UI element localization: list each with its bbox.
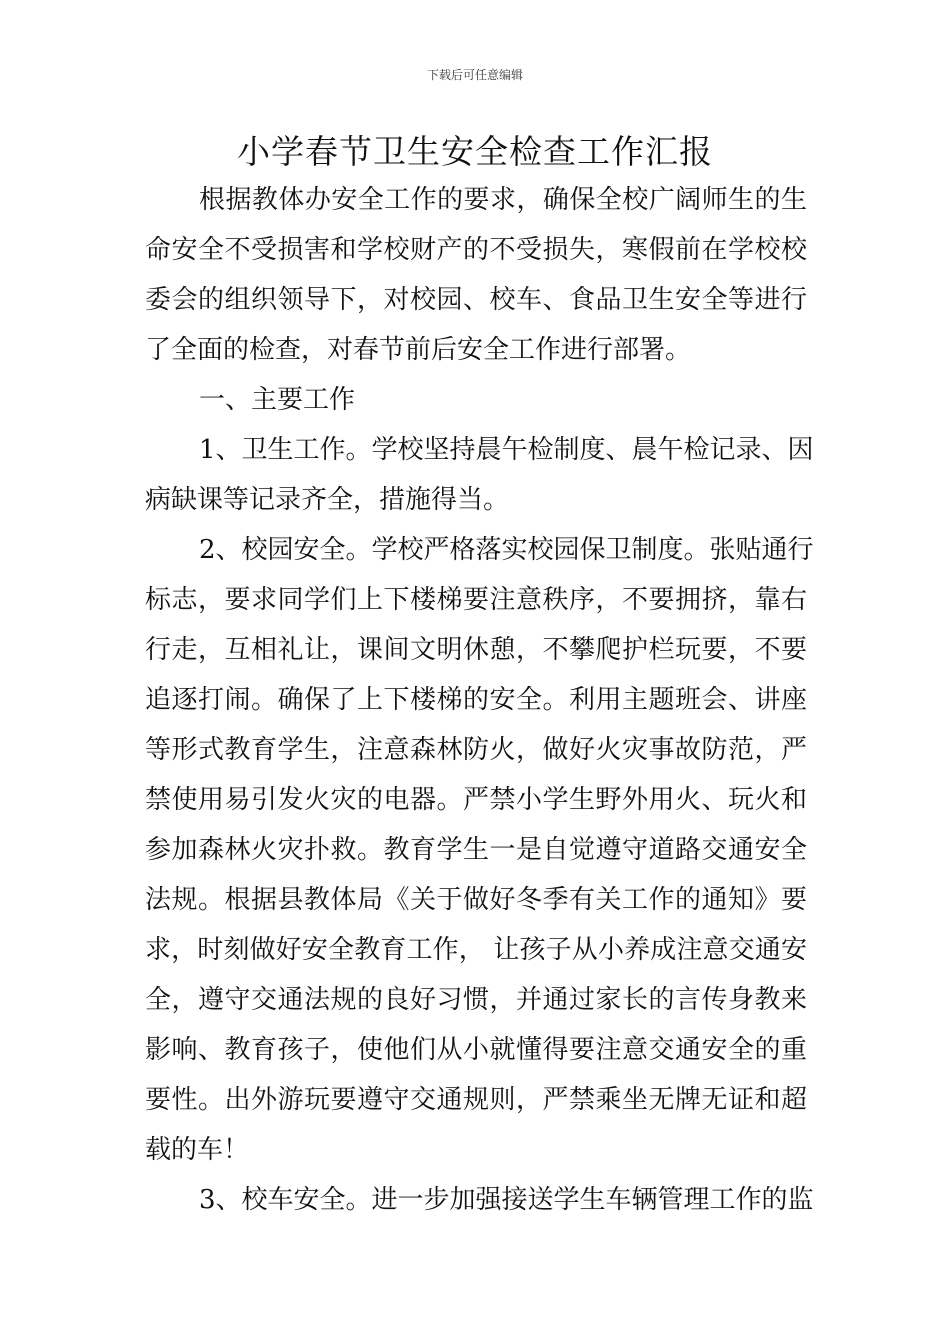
- document-title: 小学春节卫生安全检查工作汇报: [237, 132, 713, 171]
- body-line: 命安全不受损害和学校财产的不受损失，寒假前在学校校: [145, 235, 807, 265]
- body-line: 2、校园安全。学校严格落实校园保卫制度。张贴通行: [199, 535, 814, 565]
- body-line: 参加森林火灾扑救。教育学生一是自觉遵守道路交通安全: [145, 835, 807, 865]
- body-line: 行走，互相礼让，课间文明休憩，不攀爬护栏玩要，不要: [145, 635, 807, 665]
- body-line: 了全面的检查，对春节前后安全工作进行部署。: [145, 335, 692, 365]
- body-line: 1、卫生工作。学校坚持晨午检制度、晨午检记录、因: [199, 435, 814, 465]
- body-line: 要性。出外游玩要遵守交通规则，严禁乘坐无牌无证和超: [145, 1085, 807, 1115]
- body-line: 病缺课等记录齐全，措施得当。: [145, 485, 510, 515]
- body-line: 全，遵守交通法规的良好习惯，并通过家长的言传身教来: [145, 985, 807, 1015]
- body-line: 法规。根据县教体局《关于做好冬季有关工作的通知》要: [145, 885, 807, 915]
- body-line: 求，时刻做好安全教育工作， 让孩子从小养成注意交通安: [145, 935, 807, 965]
- header-note: 下载后可任意编辑: [426, 68, 523, 82]
- body-line: 追逐打闹。确保了上下楼梯的安全。利用主题班会、讲座: [145, 685, 807, 715]
- body-line: 3、校车安全。进一步加强接送学生车辆管理工作的监: [199, 1185, 814, 1215]
- body-line: 禁使用易引发火灾的电器。严禁小学生野外用火、玩火和: [145, 785, 807, 815]
- body-line: 影响、教育孩子，使他们从小就懂得要注意交通安全的重: [145, 1035, 807, 1065]
- body-line: 委会的组织领导下，对校园、校车、食品卫生安全等进行: [145, 285, 807, 315]
- document-body: [145, 175, 814, 1225]
- body-line: 载的车！: [145, 1135, 250, 1165]
- body-line: 根据教体办安全工作的要求，确保全校广阔师生的生: [199, 185, 807, 215]
- body-line: 一、主要工作: [199, 385, 356, 415]
- body-line: 等形式教育学生，注意森林防火，做好火灾事故防范，严: [145, 735, 807, 765]
- body-line: 标志，要求同学们上下楼梯要注意秩序，不要拥挤，靠右: [145, 585, 807, 615]
